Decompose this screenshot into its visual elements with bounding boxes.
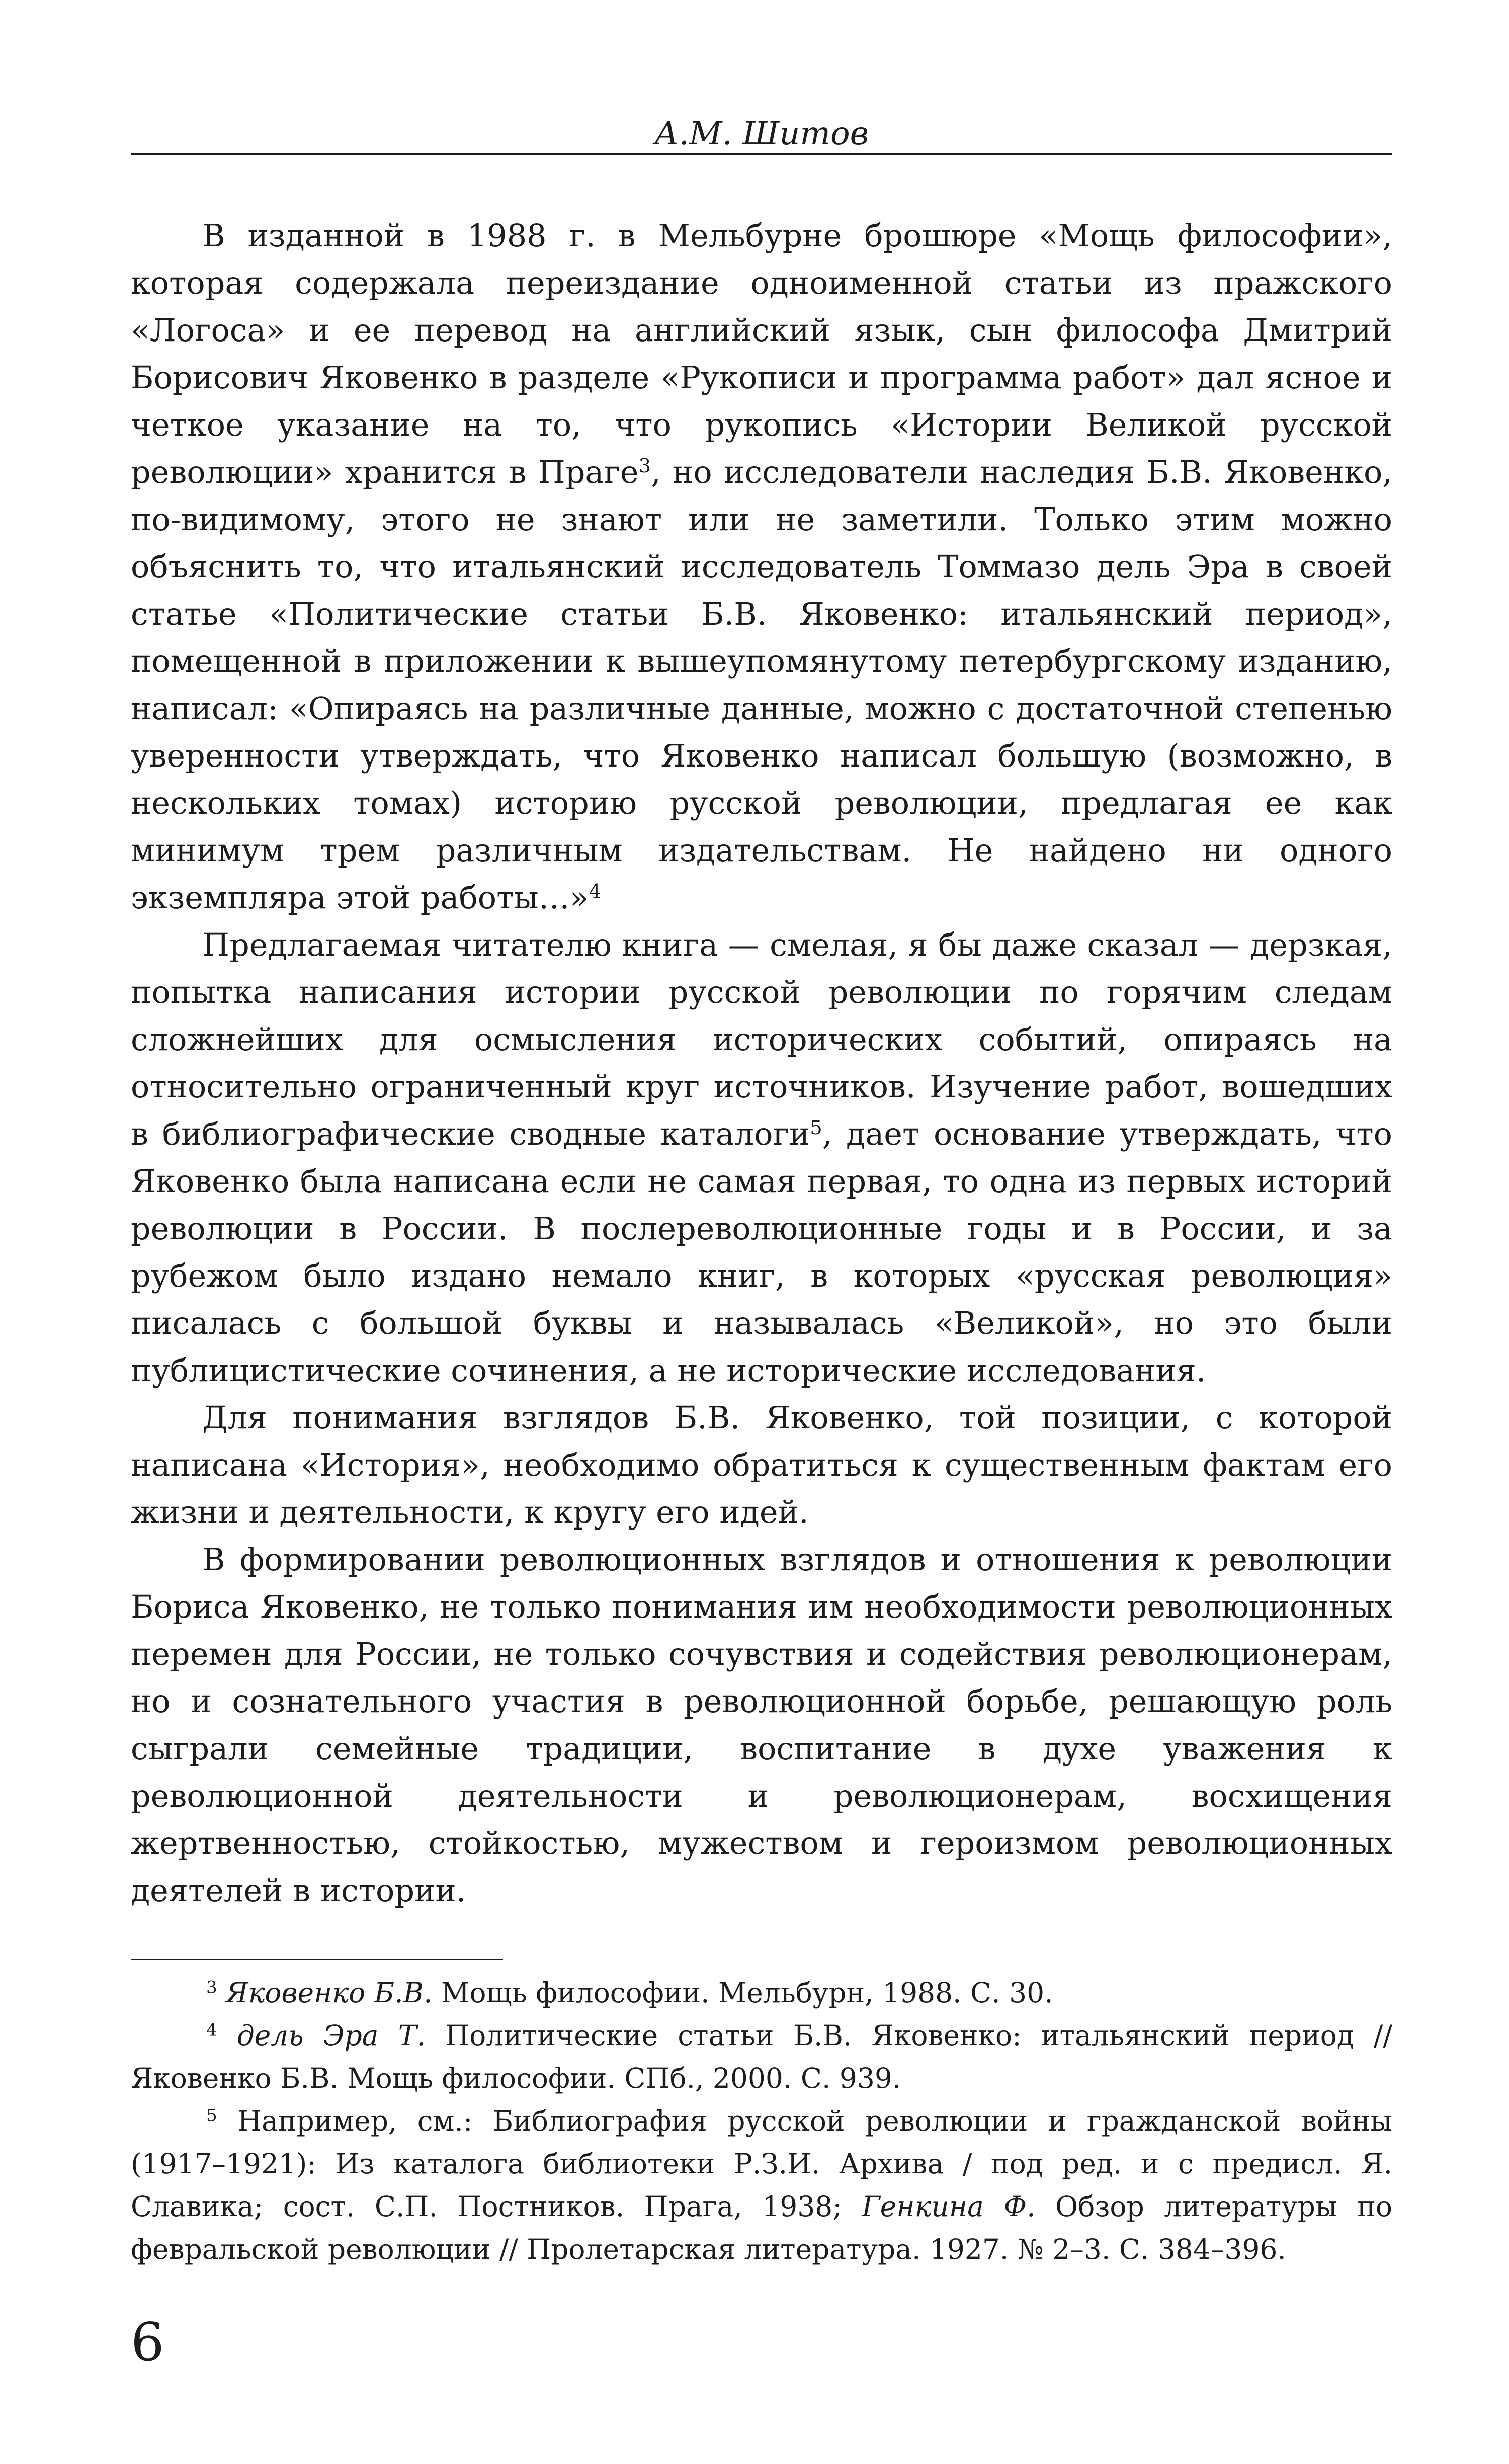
paragraph-text: Для понимания взглядов Б.В. Яковенко, той позиции, с которой написана «История», необходимо обратиться к существенным фактам его жизни и деятельности, к кругу его идей. [131, 1399, 1392, 1531]
body-paragraph-1 [131, 212, 1392, 921]
body-paragraph-2 [131, 921, 1392, 1394]
footnote-marker: 4 [206, 2020, 217, 2041]
body-paragraph-4 [131, 1536, 1392, 1914]
footnote-author: дель Эра Т. [236, 2019, 426, 2052]
footnote-marker: 3 [206, 1977, 217, 1998]
footnote-ref-3: 3 [638, 454, 651, 477]
footnote-text: Обзор литературы по февральской революции // Пролетарская литература. 1927. № 2–3. С. 384–396. [131, 2190, 1392, 2265]
footnote-text: Политические статьи Б.В. Яковенко: итальянский период // Яковенко Б.В. Мощь философии. СПб., 2000. С. 939. [131, 2019, 1392, 2094]
footnote-5 [131, 2100, 1392, 2271]
body-paragraph-3 [131, 1394, 1392, 1536]
header-rule [131, 153, 1392, 155]
footnote-text: Например, см.: Библиография русской революции и гражданской войны (1917–1921): Из каталога библиотеки Р.З.И. Архива / под ред. и с предисл. Я. Славика; сост. С.П. Постников. Прага, 1938; [131, 2105, 1393, 2223]
footnotes [131, 1972, 1392, 2271]
footnote-3 [131, 1972, 1392, 2014]
footnote-ref-4: 4 [589, 880, 602, 903]
page-number: 6 [131, 2312, 164, 2373]
paragraph-text: , но исследователи наследия Б.В. Яковенко, по-видимому, этого не знают или не заметили. Только этим можно объяснить то, что итальянский исследователь Томмазо дель Эра в своей статье «Политические статьи Б.В. Яковенко: итальянский период», помещенной в приложении к вышеупомянутому петербургскому изданию, написал: «Опираясь на различные данные, можно с достаточной степенью уверенности утверждать, что Яковенко написал большую (возможно, в нескольких томах) историю русской революции, предлагая ее как минимум трем различным издательствам. Не найдено ни одного экземпляра этой работы…» [131, 454, 1392, 916]
body-text [131, 212, 1392, 1942]
paragraph-text: , дает основание утверждать, что Яковенко была написана если не самая первая, то одна из первых историй революции в России. В послереволюционные годы и в России, и за рубежом было издано немало книг, в которых «русская революция» писалась с большой буквы и называлась «Великой», но это были публицистические сочинения, а не исторические исследования. [131, 1116, 1392, 1389]
footnote-ref-5: 5 [810, 1116, 822, 1139]
footnote-author: Генкина Ф. [862, 2190, 1036, 2223]
footnote-author: Яковенко Б.В. [226, 1977, 433, 2009]
footnote-4 [131, 2014, 1392, 2100]
paragraph-text: В изданной в 1988 г. в Мельбурне брошюре «Мощь философии», которая содержала переиздание одноименной статьи из пражского «Логоса» и ее перевод на английский язык, сын философа Дмитрий Борисович Яковенко в разделе «Рукописи и программа работ» дал ясное и четкое указание на то, что рукопись «Истории Великой русской революции» хранится в Праге [131, 217, 1392, 490]
paragraph-text: Предлагаемая читателю книга — смелая, я бы даже сказал — дерзкая, попытка написания истории русской революции по горячим следам сложнейших для осмысления исторических событий, опираясь на относительно ограниченный круг источников. Изучение работ, вошедших в библиографические сводные каталоги [131, 926, 1392, 1152]
paragraph-text: В формировании революционных взглядов и отношения к революции Бориса Яковенко, не только понимания им необходимости революционных перемен для России, не только сочувствия и содействия революционерам, но и сознательного участия в революционной борьбе, решающую роль сыграли семейные традиции, воспитание в духе уважения к революционной деятельности и революционерам, восхищения жертвенностью, стойкостью, мужеством и героизмом революционных деятелей в истории. [131, 1541, 1392, 1909]
footnote-text: Мощь философии. Мельбурн, 1988. С. 30. [432, 1977, 1053, 2009]
running-title: А.М. Шитов [654, 115, 869, 152]
footnote-rule [131, 1959, 503, 1960]
footnote-marker: 5 [206, 2105, 217, 2126]
text-column [131, 212, 1392, 2271]
